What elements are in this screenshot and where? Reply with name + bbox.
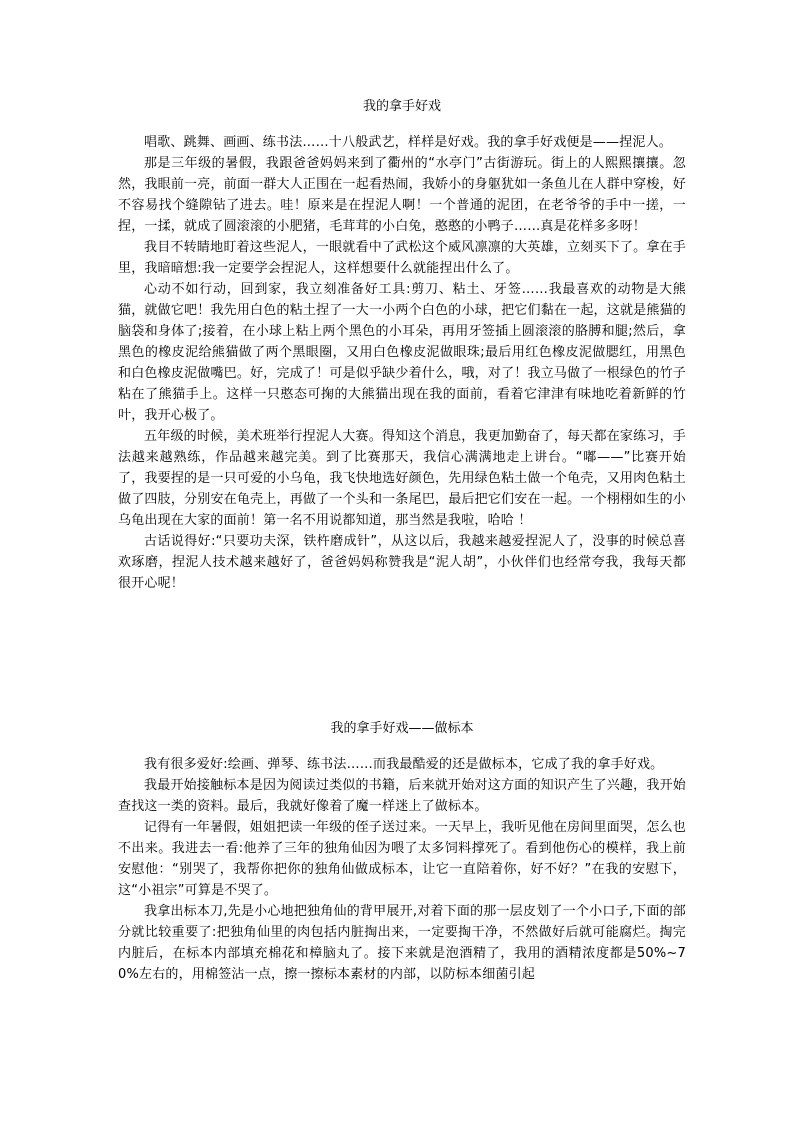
essay-section bbox=[118, 96, 686, 594]
essay-title: 我的拿手好戏 bbox=[362, 99, 441, 114]
paragraph: 记得有一年暑假，姐姐把读一年级的侄子送过来。一天早上，我听见他在房间里面哭，怎么也不出来。我进去一看:他养了三年的独角仙因为喂了太多饲料撑死了。看到他伤心的模样，我上前安慰他：“别哭了，我帮你把你的独角仙做成标本，让它一直陪着你，好不好？”在我的安慰下，这“小祖宗”可算是不哭了。 bbox=[118, 820, 686, 898]
paragraph: 唱歌、跳舞、画画、练书法……十八般武艺，样样是好戏。我的拿手好戏便是——捏泥人。 bbox=[144, 135, 673, 150]
paragraph: 心动不如行动，回到家，我立刻准备好工具:剪刀、粘土、牙签……我最喜欢的动物是大熊猫，就做它吧！我先用白色的粘土捏了一大一小两个白色的小球，把它们黏在一起，这就是熊猫的脑袋和身体了;接着，在小球上粘上两个黑色的小耳朵，再用牙签插上圆滚滚的胳膊和腿;然后，拿黑色的橡皮泥给熊猫做了两个黑眼圈，又用白色橡皮泥做眼珠;最后用红色橡皮泥做腮红，用黑色和白色橡皮泥做嘴巴。好，完成了！可是似乎缺少着什么，哦，对了！我立马做了一根绿色的竹子粘在了熊猫手上。这样一只憨态可掬的大熊猫出现在我的面前，看着它津津有味地吃着新鲜的竹叶，我开心极了。 bbox=[118, 282, 686, 423]
paragraph: 古话说得好:“只要功夫深，铁杵磨成针”，从这以后，我越来越爱捏泥人了，没事的时候总喜欢琢磨，捏泥人技术越来越好了，爸爸妈妈称赞我是“泥人胡”，小伙伴们也经常夸我，我每天都很开心呢！ bbox=[118, 534, 686, 591]
paragraph: 五年级的时候，美术班举行捏泥人大赛。得知这个消息，我更加勤奋了，每天都在家练习，手法越来越熟练，作品越来越完美。到了比赛那天，我信心满满地走上讲台。“嘟——”比赛开始了，我要捏的是一只可爱的小乌龟，我飞快地选好颜色，先用绿色粘土做一个龟壳，又用肉色粘土做了四肢，分别安在龟壳上，再做了一个头和一条尾巴，最后把它们安在一起。一个栩栩如生的小乌龟出现在大家的面前！第一名不用说都知道，那当然是我啦，哈哈 ！ bbox=[118, 429, 686, 528]
paragraph: 我最开始接触标本是因为阅读过类似的书籍，后来就开始对这方面的知识产生了兴趣，我开始查找这一类的资料。最后，我就好像着了魔一样迷上了做标本。 bbox=[118, 778, 686, 814]
paragraph: 我有很多爱好:绘画、弹琴、练书法……而我最酷爱的还是做标本，它成了我的拿手好戏。 bbox=[144, 757, 664, 772]
paragraph: 我拿出标本刀,先是小心地把独角仙的背甲展开,对着下面的那一层皮划了一个小口子,下面的部分就比较重要了:把独角仙里的肉包括内脏掏出来，一定要掏干净，不然做好后就可能腐烂。掏完内脏后，在标本内部填充棉花和樟脑丸了。接下来就是泡酒精了，我用的酒精浓度都是50%~70%左右的，用棉签沾一点，擦一擦标本素材的内部，以防标本细菌引起 bbox=[118, 904, 686, 982]
essay-section bbox=[118, 718, 686, 985]
paragraph: 那是三年级的暑假，我跟爸爸妈妈来到了衢州的“水亭门”古街游玩。街上的人熙熙攘攘。忽然，我眼前一亮，前面一群大人正围在一起看热闹，我娇小的身躯犹如一条鱼儿在人群中穿梭，好不容易找个缝隙钻了进去。哇！原来是在捏泥人啊！一个普通的泥团，在老爷爷的手中一搓，一捏，一揉，就成了圆滚滚的小肥猪，毛茸茸的小白兔，憨憨的小鸭子……真是花样多多呀！ bbox=[118, 156, 686, 234]
essay-title: 我的拿手好戏——做标本 bbox=[330, 721, 474, 736]
paragraph: 我目不转睛地盯着这些泥人，一眼就看中了武松这个威风凛凛的大英雄，立刻买下了。拿在手里，我暗暗想:我一定要学会捏泥人，这样想要什么就能捏出什么了。 bbox=[118, 240, 686, 276]
